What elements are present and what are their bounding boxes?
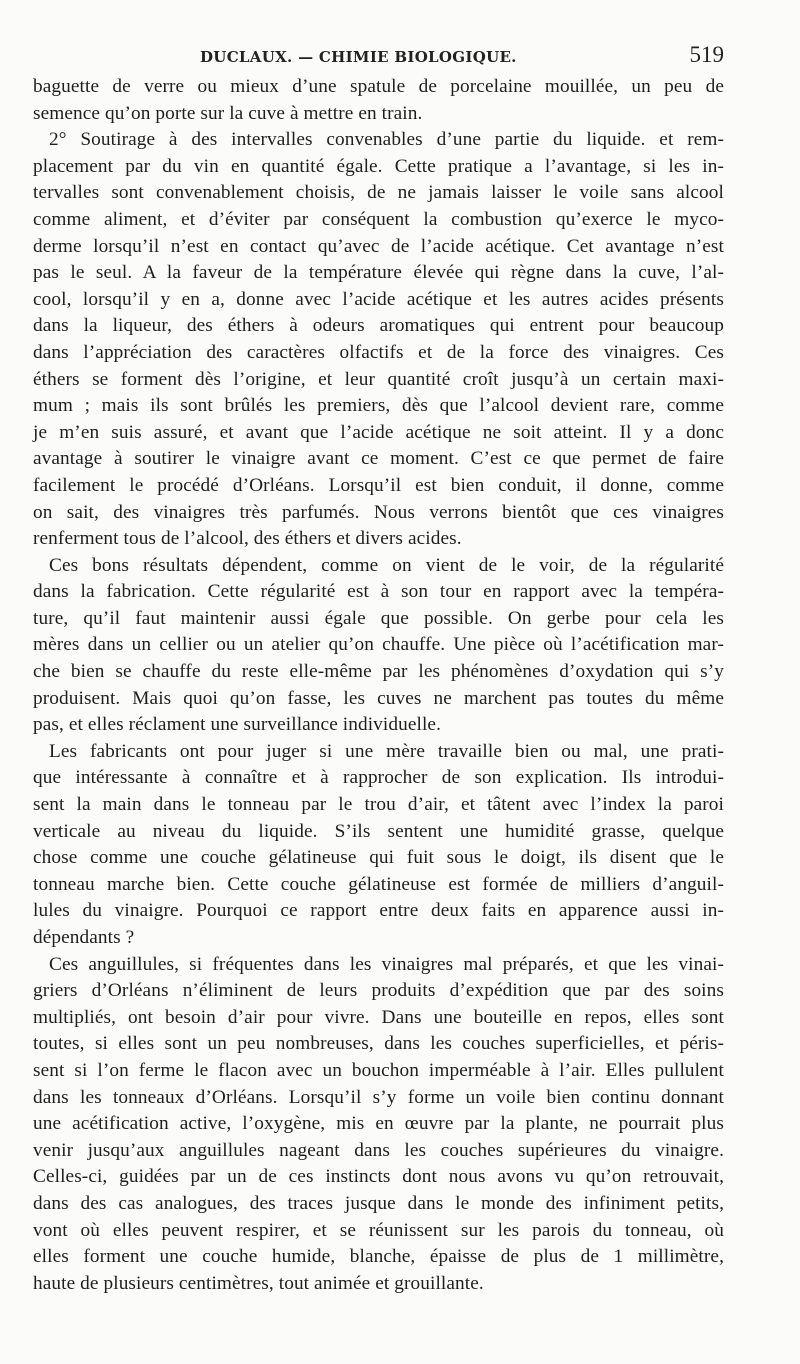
text-line: dans la liqueur, des éthers à odeurs aromatiques qui entrent pour beaucoup	[33, 315, 724, 337]
text-line: facilement le procédé d’Orléans. Lorsqu’il est bien conduit, il donne, comme	[33, 474, 724, 496]
text-line: pas le seul. A la faveur de la température élevée qui règne dans la cuve, l’al-	[33, 262, 724, 284]
text-line: produisent. Mais quoi qu’on fasse, les cuves ne marchent pas toutes du même	[33, 687, 724, 709]
text-line: haute de plusieurs centimètres, tout animée et grouillante.	[33, 1272, 484, 1294]
text-line: avantage à soutirer le vinaigre avant ce moment. C’est ce que permet de faire	[33, 448, 724, 470]
text-line: mum ; mais ils sont brûlés les premiers, dès que l’alcool devient rare, comme	[33, 395, 724, 417]
text-line: vont où elles peuvent respirer, et se réunissent sur les parois du tonneau, où	[33, 1219, 724, 1241]
text-line: tervalles sont convenablement choisis, de ne jamais laisser le voile sans alcool	[33, 182, 724, 204]
running-head	[33, 42, 724, 72]
text-line: comme aliment, et d’éviter par conséquent la combustion qu’exerce le myco-	[33, 208, 724, 230]
text-line: baguette de verre ou mieux d’une spatule de porcelaine mouillée, un peu de	[33, 76, 724, 97]
text-line: mères dans un cellier ou un atelier qu’on chauffe. Une pièce où l’acétification mar-	[33, 634, 724, 656]
text-line: ture, qu’il faut maintenir aussi égale que possible. On gerbe pour cela les	[33, 607, 724, 629]
text-line: 2° Soutirage à des intervalles convenables d’une partie du liquide. et rem-	[49, 129, 724, 151]
text-line: je m’en suis assuré, et avant que l’acide acétique ne soit atteint. Il y a donc	[33, 421, 724, 443]
text-line: griers d’Orléans n’éliminent de leurs produits d’expédition que par des soins	[33, 980, 724, 1002]
text-line: on sait, des vinaigres très parfumés. Nous verrons bientôt que ces vinaigres	[33, 501, 724, 523]
text-line: multipliés, ont besoin d’air pour vivre. Dans une bouteille en repos, elles sont	[33, 1006, 724, 1028]
text-line: derme lorsqu’il n’est en contact qu’avec de l’acide acétique. Cet avantage n’est	[33, 235, 724, 257]
text-line: placement par du vin en quantité égale. Cette pratique a l’avantage, si les in-	[33, 155, 724, 177]
text-line: Celles-ci, guidées par un de ces instincts dont nous avons vu qu’on retrouvait,	[33, 1166, 724, 1188]
text-line: chose comme une couche gélatineuse qui fuit sous le doigt, ils disent que le	[33, 847, 724, 869]
text-line: Ces bons résultats dépendent, comme on vient de le voir, de la régularité	[49, 554, 724, 576]
text-line: pas, et elles réclament une surveillance individuelle.	[33, 714, 442, 736]
text-line: Les fabricants ont pour juger si une mère travaille bien ou mal, une prati-	[49, 740, 724, 762]
text-line: tonneau marche bien. Cette couche gélatineuse est formée de milliers d’anguil-	[33, 873, 724, 895]
text-line: elles forment une couche humide, blanche, épaisse de plus de 1 millimètre,	[33, 1246, 724, 1268]
text-line: dans des cas analogues, des traces jusque dans le monde des infiniment petits,	[33, 1192, 724, 1214]
text-line: que intéressante à connaître et à rapprocher de son explication. Ils introdui-	[33, 767, 724, 789]
text-line: sent si l’on ferme le flacon avec un bouchon imperméable à l’air. Elles pullulent	[33, 1059, 724, 1081]
text-line: une acétification active, l’oxygène, mis en œuvre par la plante, ne pourrait plus	[33, 1113, 724, 1135]
text-line: sent la main dans le tonneau par le trou d’air, et tâtent avec l’index la paroi	[33, 794, 724, 816]
running-title: DUCLAUX. — CHIMIE BIOLOGIQUE.	[200, 48, 517, 66]
text-line: che bien se chauffe du reste elle-même par les phénomènes d’oxydation qui s’y	[33, 661, 724, 683]
body-text	[33, 74, 724, 1297]
text-line: dans l’appréciation des caractères olfactifs et de la force des vinaigres. Ces	[33, 341, 724, 363]
text-line: toutes, si elles sont un peu nombreuses, dans les couches superficielles, et péris-	[33, 1033, 724, 1055]
text-line: dans les tonneaux d’Orléans. Lorsqu’il s’y forme un voile bien continu donnant	[33, 1086, 724, 1108]
text-line: dépendants ?	[33, 927, 135, 948]
text-line: éthers se forment dès l’origine, et leur quantité croît jusqu’à un certain maxi-	[33, 368, 724, 390]
text-line: dans la fabrication. Cette régularité est à son tour en rapport avec la tempéra-	[33, 581, 724, 603]
text-line: lules du vinaigre. Pourquoi ce rapport entre deux faits en apparence aussi in-	[33, 900, 724, 922]
text-line: semence qu’on porte sur la cuve à mettre en train.	[33, 102, 423, 124]
text-line: renferment tous de l’alcool, des éthers et divers acides.	[33, 528, 462, 550]
text-line: Ces anguillules, si fréquentes dans les vinaigres mal préparés, et que les vinai-	[49, 953, 724, 975]
text-line: verticale au niveau du liquide. S’ils sentent une humidité grasse, quelque	[33, 820, 724, 842]
text-line: venir jusqu’aux anguillules nageant dans les couches supérieures du vinaigre.	[33, 1139, 724, 1161]
page-number: 519	[689, 42, 724, 67]
text-line: cool, lorsqu’il y en a, donne avec l’acide acétique et les autres acides présents	[33, 288, 724, 310]
